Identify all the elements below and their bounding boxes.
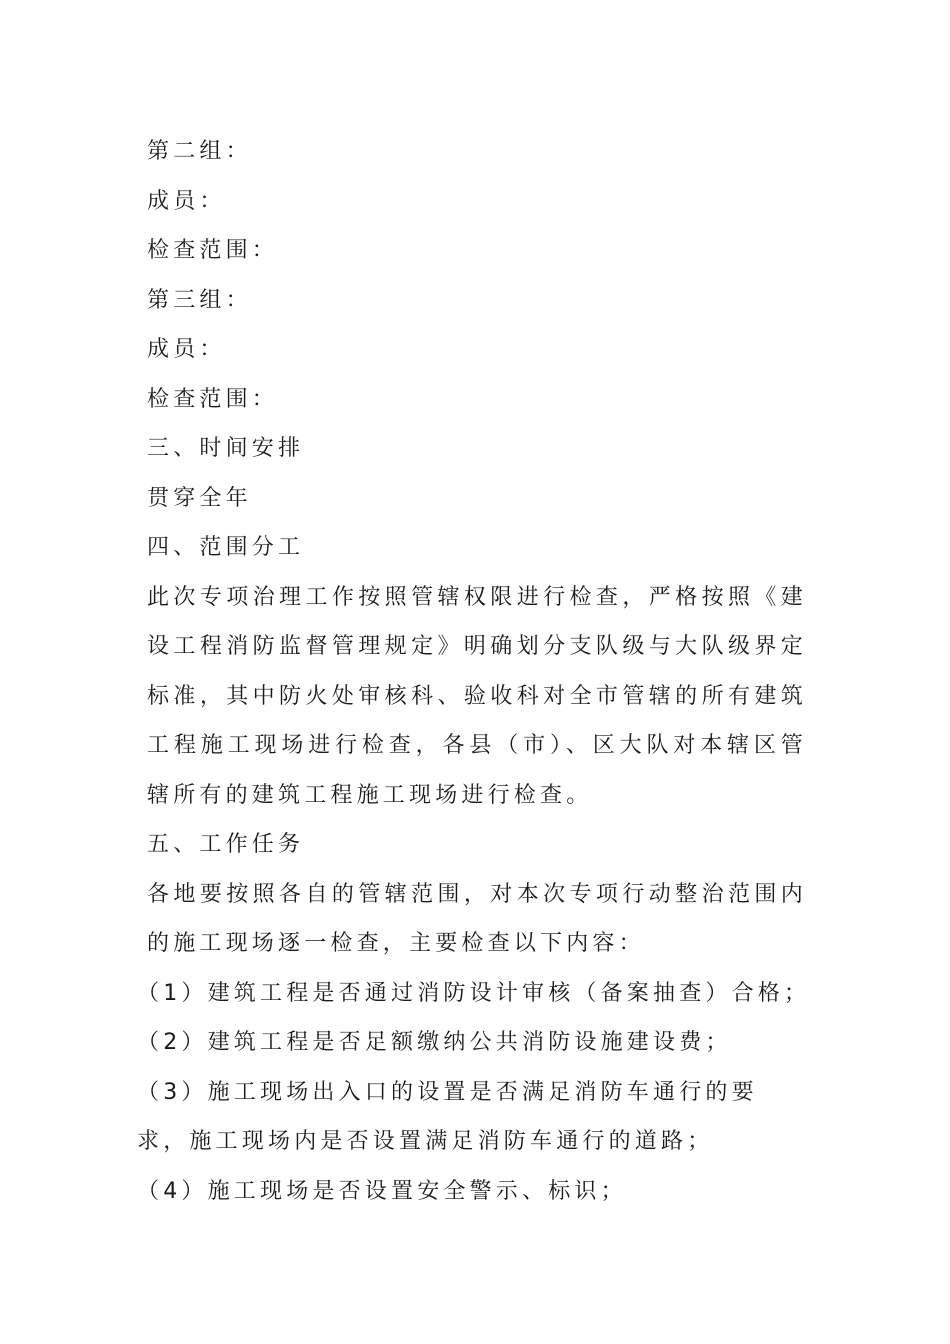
- task-item-3: （3）施工现场出入口的设置是否满足消防车通行的要求，施工现场内是否设置满足消防车通行的道路；: [137, 1079, 758, 1154]
- group3-scope: 检查范围：: [147, 386, 279, 412]
- section5-intro: 各地要按照各自的管辖范围，对本次专项行动整治范围内的施工现场逐一检查，主要检查以下内容：: [147, 881, 807, 956]
- task-item-4: （4）施工现场是否设置安全警示、标识；: [137, 1178, 627, 1204]
- section4-heading: 四、范围分工: [147, 535, 305, 560]
- task-item-1: （1）建筑工程是否通过消防设计审核（备案抽查）合格；: [137, 980, 811, 1006]
- group2-scope: 检查范围：: [147, 238, 279, 263]
- section4-body: 此次专项治理工作按照管辖权限进行检查，严格按照《建设工程消防监督管理规定》明确划分支队级与大队级界定标准，其中防火处审核科、验收科对全市管辖的所有建筑工程施工现场进行检查，各县（市）、区大队对本辖区管辖所有的建筑工程施工现场进行检查。: [147, 584, 807, 808]
- task-item-2: （2）建筑工程是否足额缴纳公共消防设施建设费；: [137, 1030, 732, 1055]
- section3-body: 贯穿全年: [147, 485, 252, 511]
- group3-members: 成员：: [147, 337, 226, 362]
- section5-heading: 五、工作任务: [147, 832, 305, 857]
- document-body: [137, 127, 811, 1216]
- group3-title: 第三组：: [147, 287, 252, 313]
- group2-title: 第二组：: [147, 139, 252, 164]
- group2-members: 成员：: [147, 188, 226, 214]
- section3-heading: 三、时间安排: [147, 436, 305, 461]
